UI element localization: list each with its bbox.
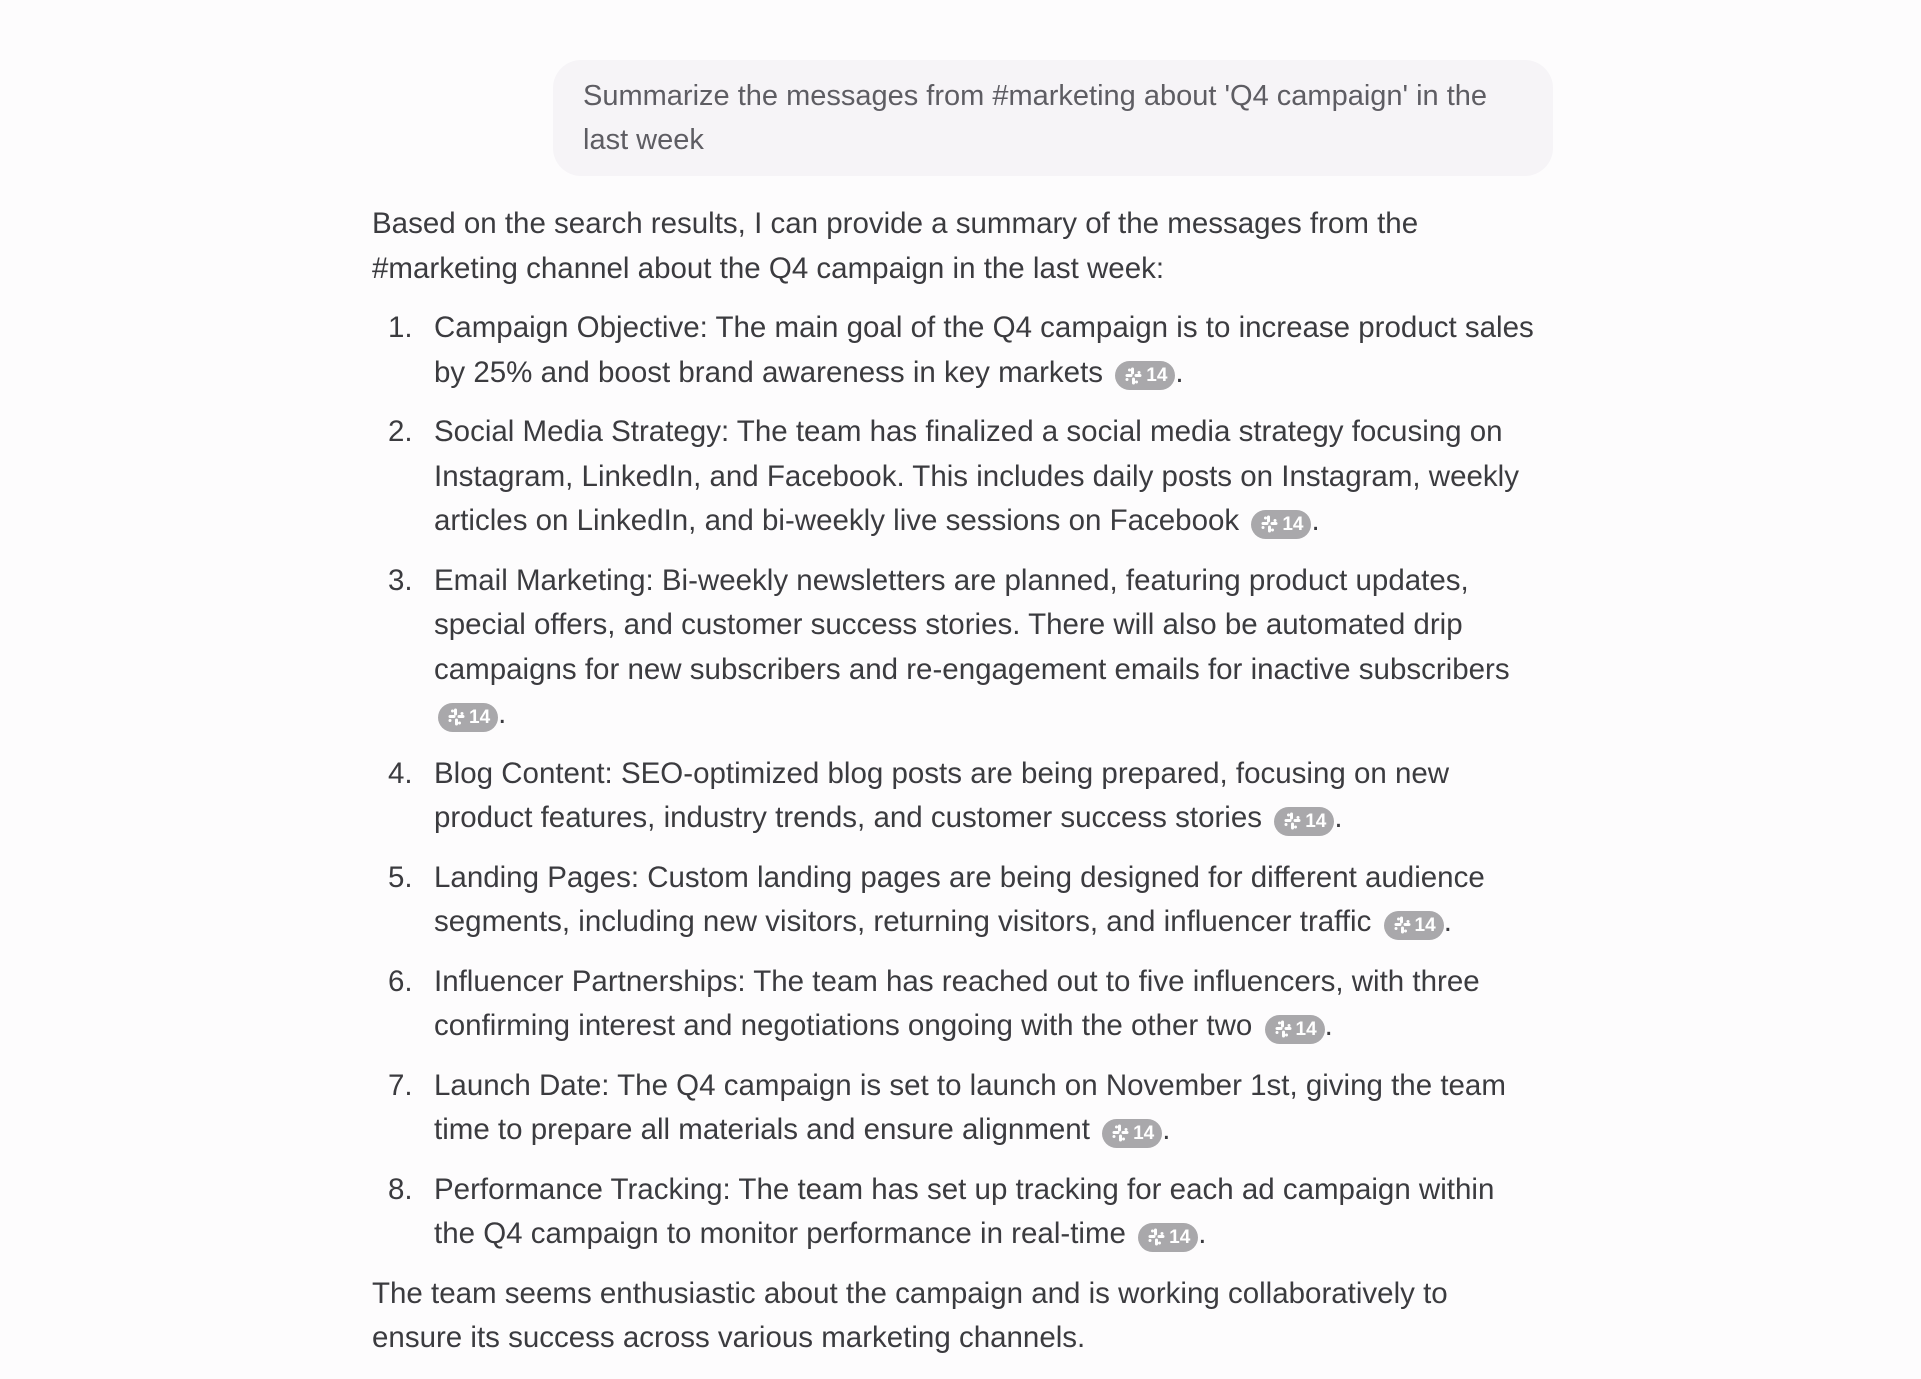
list-item-text: Landing Pages: Custom landing pages are being designed for different audience segments, including new visitors, returning visitors, and influencer traffic	[434, 860, 1485, 938]
citation-chip[interactable]	[1265, 1015, 1325, 1044]
list-item-text: Influencer Partnerships: The team has reached out to five influencers, with three confirming interest and negotiations ongoing with the other two	[434, 964, 1480, 1042]
item-terminator: .	[1334, 801, 1343, 834]
citation-chip[interactable]	[438, 703, 498, 732]
list-item-number: 5.	[388, 860, 413, 894]
citation-chip[interactable]	[1274, 807, 1334, 836]
list-item	[372, 752, 1540, 841]
citation-count: 14	[1169, 1226, 1191, 1248]
list-item	[372, 1168, 1540, 1257]
list-item	[372, 856, 1540, 945]
list-item-number: 2.	[388, 415, 413, 448]
slack-icon	[1259, 514, 1279, 534]
slack-icon	[1110, 1123, 1130, 1143]
list-item	[372, 559, 1540, 737]
list-item-number: 6.	[388, 964, 413, 998]
citation-chip[interactable]	[1384, 911, 1444, 940]
user-message-text: Summarize the messages from #marketing about 'Q4 campaign' in the last week	[583, 80, 1488, 156]
list-item	[372, 1064, 1540, 1153]
response-outro: The team seems enthusiastic about the campaign and is working collaboratively to ensure its success across various marketing channels.	[372, 1276, 1448, 1354]
slack-icon	[1273, 1019, 1293, 1039]
item-terminator: .	[1175, 355, 1184, 389]
citation-chip[interactable]	[1115, 361, 1175, 390]
citation-count: 14	[1295, 1018, 1317, 1040]
list-item-number: 4.	[388, 756, 413, 790]
list-item-text: Blog Content: SEO-optimized blog posts are being prepared, focusing on new product features, industry trends, and customer success stories	[434, 756, 1450, 834]
citation-count: 14	[1133, 1122, 1155, 1144]
slack-icon	[1123, 366, 1143, 386]
list-item-text: Email Marketing: Bi-weekly newsletters are planned, featuring product updates, special offers, and customer success stories. There will also be automated drip campaigns for new subscribers and re-engagement emails for inactive subscribers	[434, 563, 1510, 686]
item-terminator: .	[1443, 905, 1452, 938]
user-message-bubble	[553, 60, 1553, 176]
citation-count: 14	[1282, 513, 1304, 535]
citation-chip[interactable]	[1102, 1119, 1162, 1148]
citation-chip[interactable]	[1251, 510, 1311, 539]
slack-icon	[1146, 1227, 1166, 1247]
list-item-number: 3.	[388, 563, 413, 597]
assistant-response	[372, 202, 1540, 1361]
citation-count: 14	[1305, 810, 1327, 832]
list-item	[372, 960, 1540, 1049]
citation-count: 14	[1146, 365, 1168, 386]
citation-chip[interactable]	[1138, 1223, 1198, 1252]
list-item-number: 1.	[388, 311, 413, 344]
list-item-text: Campaign Objective: The main goal of the Q4 campaign is to increase product sales by 25% and boost brand awareness in key markets	[434, 311, 1534, 389]
slack-icon	[446, 707, 466, 727]
list-item-text: Launch Date: The Q4 campaign is set to launch on November 1st, giving the team time to prepare all materials and ensure alignment	[434, 1068, 1506, 1146]
list-item-number: 8.	[388, 1172, 413, 1206]
item-terminator: .	[498, 697, 507, 730]
citation-count: 14	[469, 706, 491, 728]
list-item	[372, 410, 1540, 544]
summary-list	[372, 306, 1540, 1257]
slack-icon	[1282, 811, 1302, 831]
response-intro: Based on the search results, I can provide a summary of the messages from the #marketing channel about the Q4 campaign in the last week:	[372, 207, 1419, 285]
list-item-text: Social Media Strategy: The team has finalized a social media strategy focusing on Instagram, LinkedIn, and Facebook. This includes daily posts on Instagram, weekly articles on LinkedIn, and bi-weekly live sessions on Facebook	[434, 415, 1519, 537]
item-terminator: .	[1198, 1217, 1207, 1250]
list-item-number: 7.	[388, 1068, 413, 1102]
slack-icon	[1392, 915, 1412, 935]
list-item-text: Performance Tracking: The team has set up tracking for each ad campaign within the Q4 campaign to monitor performance in real-time	[434, 1172, 1495, 1250]
list-item	[372, 306, 1540, 395]
item-terminator: .	[1311, 504, 1320, 537]
citation-count: 14	[1414, 914, 1436, 936]
item-terminator: .	[1162, 1113, 1171, 1146]
item-terminator: .	[1324, 1009, 1333, 1042]
